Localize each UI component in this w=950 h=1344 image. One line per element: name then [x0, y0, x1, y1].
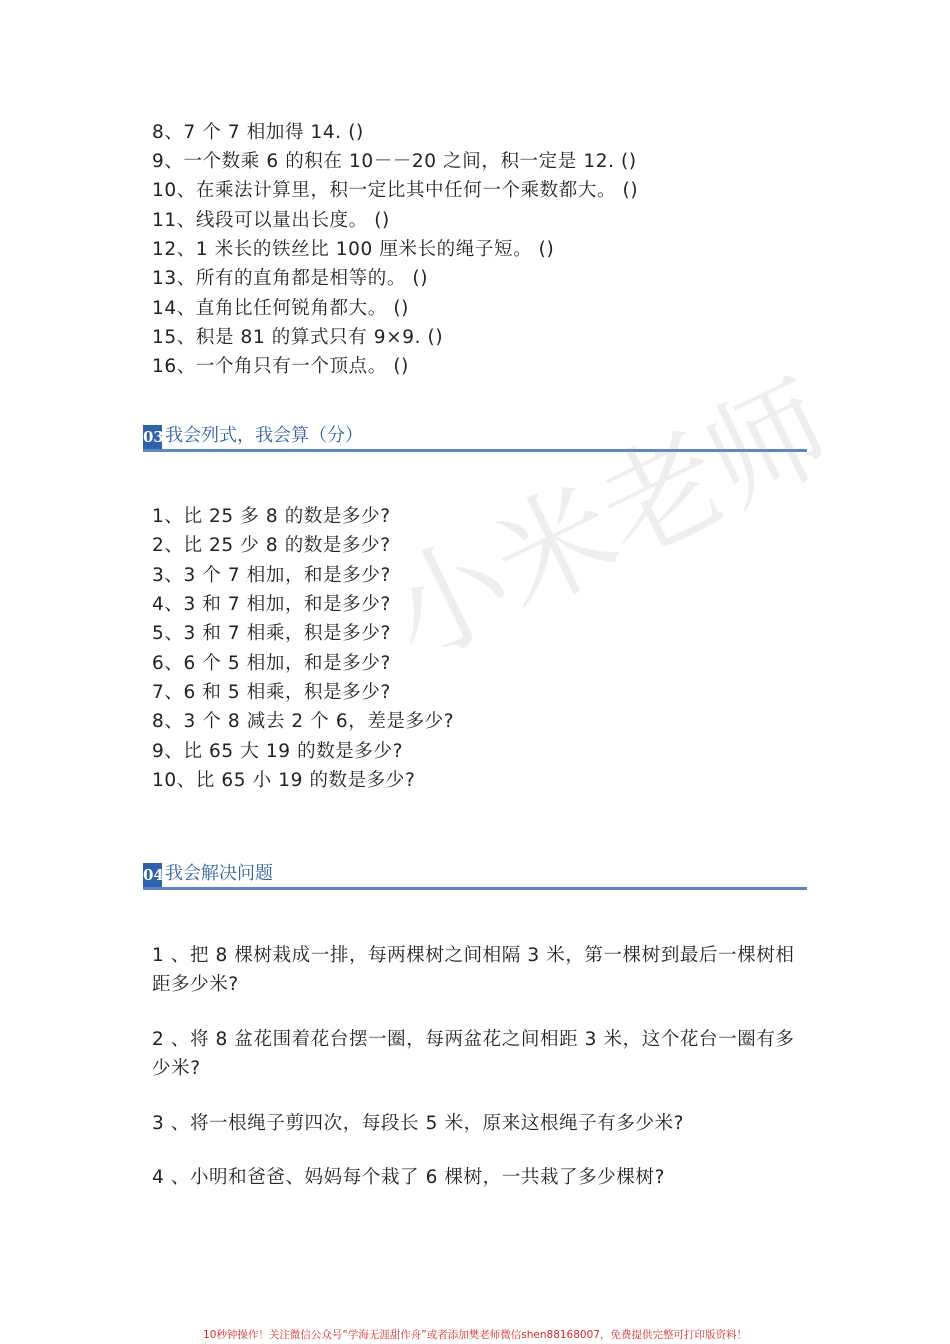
- s3-item-7: 7、6 和 5 相乘，积是多少?: [152, 682, 391, 703]
- tf-item-15: 15、积是 81 的算式只有 9×9. (): [152, 327, 444, 348]
- s3-item-10: 10、比 65 小 19 的数是多少?: [152, 770, 416, 791]
- s3-item-6: 6、6 个 5 相加，和是多少?: [152, 653, 391, 674]
- tf-item-14: 14、直角比任何锐角都大。 (): [152, 298, 409, 319]
- s4-problem-4: 4 、小明和爸爸、妈妈每个栽了 6 棵树，一共栽了多少棵树?: [152, 1167, 666, 1188]
- s3-item-8: 8、3 个 8 减去 2 个 6，差是多少?: [152, 711, 455, 732]
- tf-item-16: 16、一个角只有一个顶点。 (): [152, 356, 409, 377]
- watermark: 小米老师: [366, 356, 852, 688]
- section-03-number: 03: [143, 425, 162, 449]
- tf-item-13: 13、所有的直角都是相等的。 (): [152, 268, 429, 289]
- section-03-title: 我会列式，我会算（分）: [165, 425, 363, 446]
- s4-problem-2: 2 、将 8 盆花围着花台摆一圈，每两盆花之间相距 3 米，这个花台一圈有多少米?: [152, 1029, 795, 1079]
- tf-item-8: 8、7 个 7 相加得 14. (): [152, 122, 364, 143]
- s3-item-3: 3、3 个 7 相加，和是多少?: [152, 565, 391, 586]
- section-04-number: 04: [143, 863, 162, 887]
- tf-item-11: 11、线段可以量出长度。 (): [152, 210, 390, 231]
- s3-item-5: 5、3 和 7 相乘，积是多少?: [152, 623, 391, 644]
- s3-item-9: 9、比 65 大 19 的数是多少?: [152, 741, 403, 762]
- tf-item-12: 12、1 米长的铁丝比 100 厘米长的绳子短。 (): [152, 239, 555, 260]
- s3-item-4: 4、3 和 7 相加，和是多少?: [152, 594, 391, 615]
- section-04-header: [143, 857, 807, 890]
- s4-problem-3: 3 、将一根绳子剪四次，每段长 5 米，原来这根绳子有多少米?: [152, 1113, 685, 1134]
- tf-item-10: 10、在乘法计算里，积一定比其中任何一个乘数都大。 (): [152, 180, 639, 201]
- tf-item-9: 9、一个数乘 6 的积在 10－－20 之间，积一定是 12. (): [152, 151, 637, 172]
- s3-item-1: 1、比 25 多 8 的数是多少?: [152, 506, 391, 527]
- section-03-header: [143, 419, 807, 452]
- footer-notice: 10秒钟操作！关注微信公众号“学海无涯甜作舟”或者添加樊老师微信shen88168007，免费提供完整可打印版资料！: [203, 1329, 747, 1341]
- s4-problem-1: 1 、把 8 棵树栽成一排，每两棵树之间相隔 3 米，第一棵树到最后一棵树相距多少米?: [152, 945, 795, 995]
- section-04-title: 我会解决问题: [165, 863, 273, 884]
- s3-item-2: 2、比 25 少 8 的数是多少?: [152, 535, 391, 556]
